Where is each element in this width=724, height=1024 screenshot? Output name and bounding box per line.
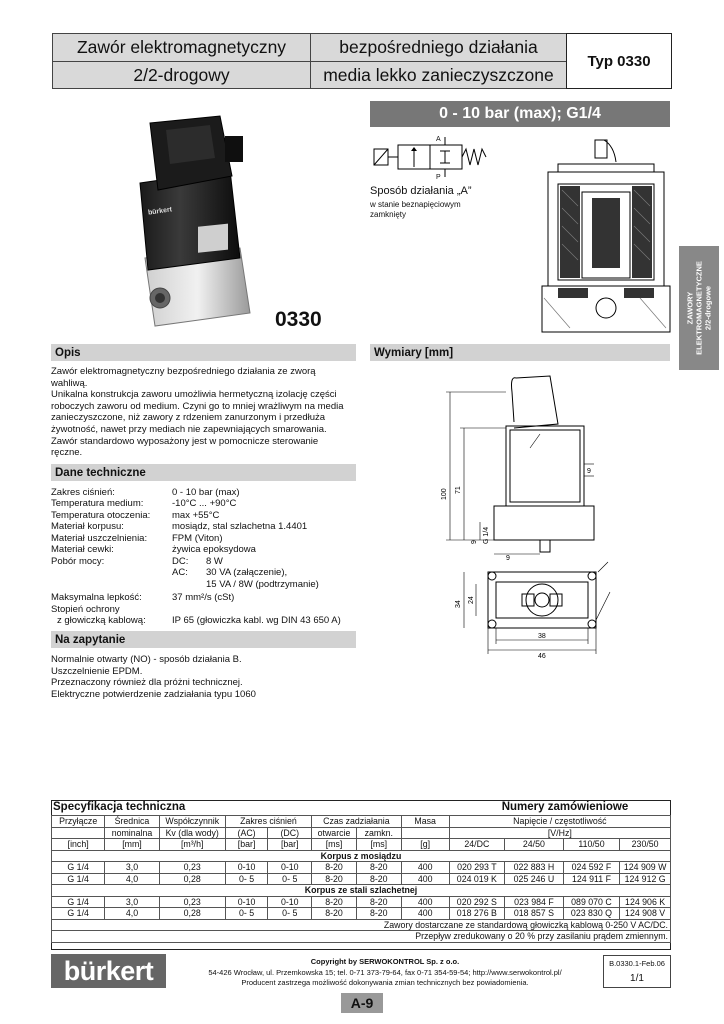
dim-46: 46 [538,653,546,660]
dane-heading: Dane techniczne [51,464,356,481]
h-napiecie-2: [V/Hz] [449,827,670,839]
dane-value: max +55°C [172,510,220,521]
u-ms: [ms] [312,839,357,851]
table-row [52,862,671,874]
h-srednica-1: Średnica [105,816,159,828]
cross-section-drawing [540,138,672,336]
order-number: 023 830 Q [563,908,620,920]
dim-38: 38 [538,633,546,640]
cell: 3,0 [105,896,159,908]
order-number: 024 019 K [449,873,504,885]
cell: 8-20 [356,896,401,908]
order-number: 020 293 T [449,862,504,874]
dane-value: mosiądz, stal szlachetna 1.4401 [172,521,308,532]
opis-line: Zawór standardowo wyposażony jest w pomocnicze sterowanie [51,435,319,447]
u-ms: [ms] [356,839,401,851]
dane-row [51,521,124,532]
h-blank [401,827,449,839]
dimension-drawing [430,372,620,662]
cell: G 1/4 [52,862,105,874]
dane-value: 0 - 10 bar (max) [172,487,240,498]
dane-value: -10°C ... +90°C [172,498,237,509]
opis-text [51,366,361,459]
footer-doc-code: B.0330.1-Feb.06 [609,959,665,968]
voltage-col: 24/DC [449,839,504,851]
footer-disclaimer: Producent zastrzega możliwość dokonywania zmian technicznych bez powiadomienia. [241,978,529,987]
spec-right-title: Numery zamówieniowe [501,801,629,813]
cell: 400 [401,896,449,908]
title-line1-left: Zawór elektromagnetyczny [52,33,311,62]
dane-row [51,510,150,521]
order-number: 124 911 F [563,873,620,885]
opis-line: wahliwą. [51,377,88,389]
cell: 8-20 [312,862,357,874]
viscosity-value: 37 mm²/s (cSt) [172,592,235,603]
opis-line: ręczne. [51,447,83,459]
side-tab-line3: 2/2-drogowe [703,285,713,331]
group-row [52,885,671,897]
cell: 8-20 [356,908,401,920]
dim-100: 100 [441,488,448,500]
power-ac-key: AC: [172,567,188,578]
type-label: Typ 0330 [566,33,672,89]
spec-note-1: Zawory dostarczane ze standardową głowiczką kablową 0-250 V AC/DC. [52,919,671,931]
footer-logo: bürkert [51,954,166,988]
side-tab-line2: ELEKTROMAGNETYCZNE [694,261,704,355]
h-zam: zamkn. [356,827,401,839]
cell: G 1/4 [52,908,105,920]
voltage-col: 230/50 [620,839,671,851]
cell: 8-20 [356,862,401,874]
opis-line: roboczych zaworu od medium. Czyni go to mniej wrażliwym na media [51,400,344,412]
table-row [52,896,671,908]
dim-g14: G 1/4 [483,526,490,544]
dane-row [51,533,147,544]
dane-label: Temperatura medium: [51,498,144,509]
dim-9a: 9 [471,540,478,544]
cell: 0,28 [159,873,225,885]
power-dc-key: DC: [172,556,189,567]
h-wsp-2: Kv (dla wody) [159,827,225,839]
cell: 4,0 [105,873,159,885]
spec-left-title: Specyfikacja techniczna [53,801,186,813]
opis-line: zanieczyszczone, niż zawory z rdzeniem zanurzonym i przedłuża [51,412,326,424]
cell: 0-10 [268,862,312,874]
mode-title: Sposób działania „A” [370,185,472,197]
page-badge: A-9 [341,993,383,1013]
opis-heading: Opis [51,344,356,361]
power-ac-value-2: 15 VA / 8W (podtrzymanie) [206,579,319,590]
wymiary-heading: Wymiary [mm] [370,344,670,361]
dane-row [51,487,115,498]
title-line2-left: 2/2-drogowy [52,61,311,89]
cell: G 1/4 [52,896,105,908]
photo-brand: bürkert [147,206,173,217]
dane-label: Materiał cewki: [51,544,114,555]
h-masa: Masa [401,816,449,828]
cell: 0-10 [225,862,268,874]
side-tab-line1: ZAWORY [685,291,695,325]
ip-value: IP 65 (głowiczka kabl. wg DIN 43 650 A) [172,615,341,626]
group-row [52,850,671,862]
order-number: 018 857 S [505,908,564,920]
cell: 0-10 [268,896,312,908]
zapytanie-line: Przeznaczony również dla próżni technicznej. [51,677,243,689]
order-number: 124 909 W [620,862,671,874]
zapytanie-line: Elektryczne potwierdzenie zadziałania typu 1060 [51,688,256,700]
cell: 0,23 [159,896,225,908]
cell: 4,0 [105,908,159,920]
zapytanie-heading: Na zapytanie [51,631,356,648]
group-steel: Korpus ze stali szlachetnej [52,885,671,897]
h-czas: Czas zadziałania [312,816,402,828]
cell: 3,0 [105,862,159,874]
u-inch: [inch] [52,839,105,851]
footer-copyright: Copyright by SERWOKONTROL Sp. z o.o. [310,957,460,966]
table-row [52,873,671,885]
dim-24: 24 [468,596,475,604]
cell: 0- 5 [268,908,312,920]
symbol-port-p: P [436,174,441,181]
cell: 0- 5 [268,873,312,885]
valve-symbol [370,135,492,181]
dane-value: FPM (Viton) [172,533,223,544]
order-number: 023 984 F [505,896,564,908]
dim-34: 34 [455,600,462,608]
h-srednica-2: nominalna [105,827,159,839]
order-number: 025 246 U [505,873,564,885]
table-row [52,908,671,920]
viscosity-label: Maksymalna lepkość: [51,592,142,603]
cell: 0-10 [225,896,268,908]
order-number: 022 883 H [505,862,564,874]
cell: 8-20 [312,896,357,908]
note-row [52,931,671,943]
u-mm: [mm] [105,839,159,851]
h-zakres: Zakres ciśnień [225,816,311,828]
photo-label: 0330 [275,308,322,331]
note-row [52,919,671,931]
order-number: 124 908 V [620,908,671,920]
h-dc: (DC) [268,827,312,839]
opis-line: Unikalna konstrukcja zaworu umożliwia hermetyczną izolację części [51,389,337,401]
cell: G 1/4 [52,873,105,885]
range-banner: 0 - 10 bar (max); G1/4 [370,101,670,127]
zapytanie-text [51,654,361,700]
spec-header-row-2 [52,827,671,839]
opis-line: Zawór elektromagnetyczny bezpośredniego działania ze zworą [51,366,316,377]
spec-note-2: Przepływ zredukowany o 20 % przy zasilaniu prądem zmiennym. [52,931,671,943]
order-number: 089 070 C [563,896,620,908]
group-brass: Korpus z mosiądzu [52,850,671,862]
power-dc-value: 8 W [206,556,223,567]
spec-units-row [52,839,671,851]
cell: 8-20 [312,908,357,920]
h-ac: (AC) [225,827,268,839]
mode-desc-1: w stanie beznapięciowym [370,200,461,209]
voltage-col: 110/50 [563,839,620,851]
h-blank [52,827,105,839]
dane-label: Materiał korpusu: [51,521,124,532]
cell: 400 [401,908,449,920]
opis-line: żywotność, nawet przy mediach nie zapewniających smarowania. [51,423,327,435]
dane-value: żywica epoksydowa [172,544,256,555]
valve-photo [110,108,280,338]
footer-address: 54-426 Wrocław, ul. Przemkowska 15; tel. 0-71 373-79-64, fax 0-71 354-59-54; http://www.serwokontrol.pl/ [208,968,562,977]
u-g: [g] [401,839,449,851]
ip-label-2: z głowiczką kablową: [57,615,146,626]
cell: 400 [401,873,449,885]
dane-row [51,544,114,555]
dim-9b: 9 [587,468,591,475]
order-number: 024 592 F [563,862,620,874]
dim-9c: 9 [506,555,510,562]
order-number: 018 276 B [449,908,504,920]
zapytanie-line: Normalnie otwarty (NO) - sposób działania B. [51,654,242,665]
cell: 0,28 [159,908,225,920]
dane-label: Zakres ciśnień: [51,487,115,498]
dane-label: Materiał uszczelnienia: [51,533,148,544]
u-m3h: [m³/h] [159,839,225,851]
power-label: Pobór mocy: [51,556,105,567]
order-number: 020 292 S [449,896,504,908]
title-line2-right: media lekko zanieczyszczone [310,61,567,89]
footer-page-count: 1/1 [630,973,644,984]
dim-71: 71 [455,486,462,494]
order-number: 124 912 G [620,873,671,885]
u-bar: [bar] [268,839,312,851]
u-bar: [bar] [225,839,268,851]
voltage-col: 24/50 [505,839,564,851]
power-ac-value-1: 30 VA (załączenie), [206,567,288,578]
ip-label-1: Stopień ochrony [51,604,120,615]
side-tab [679,246,719,370]
spec-table [51,815,671,943]
cell: 0- 5 [225,908,268,920]
cell: 8-20 [356,873,401,885]
cell: 0- 5 [225,873,268,885]
h-przylacze: Przyłącze [52,816,105,828]
cell: 400 [401,862,449,874]
h-napiecie-1: Napięcie / częstotliwość [449,816,670,828]
spec-header-row-1 [52,816,671,828]
zapytanie-line: Uszczelnienie EPDM. [51,665,143,677]
dane-row [51,498,143,509]
title-line1-right: bezpośredniego działania [310,33,567,62]
h-otw: otwarcie [312,827,357,839]
mode-desc-2: zamknięty [370,210,407,219]
cell: 0,23 [159,862,225,874]
symbol-port-a: A [436,136,441,143]
order-number: 124 906 K [620,896,671,908]
dane-label: Temperatura otoczenia: [51,510,151,521]
cell: 8-20 [312,873,357,885]
h-wsp-1: Współczynnik [159,816,225,828]
